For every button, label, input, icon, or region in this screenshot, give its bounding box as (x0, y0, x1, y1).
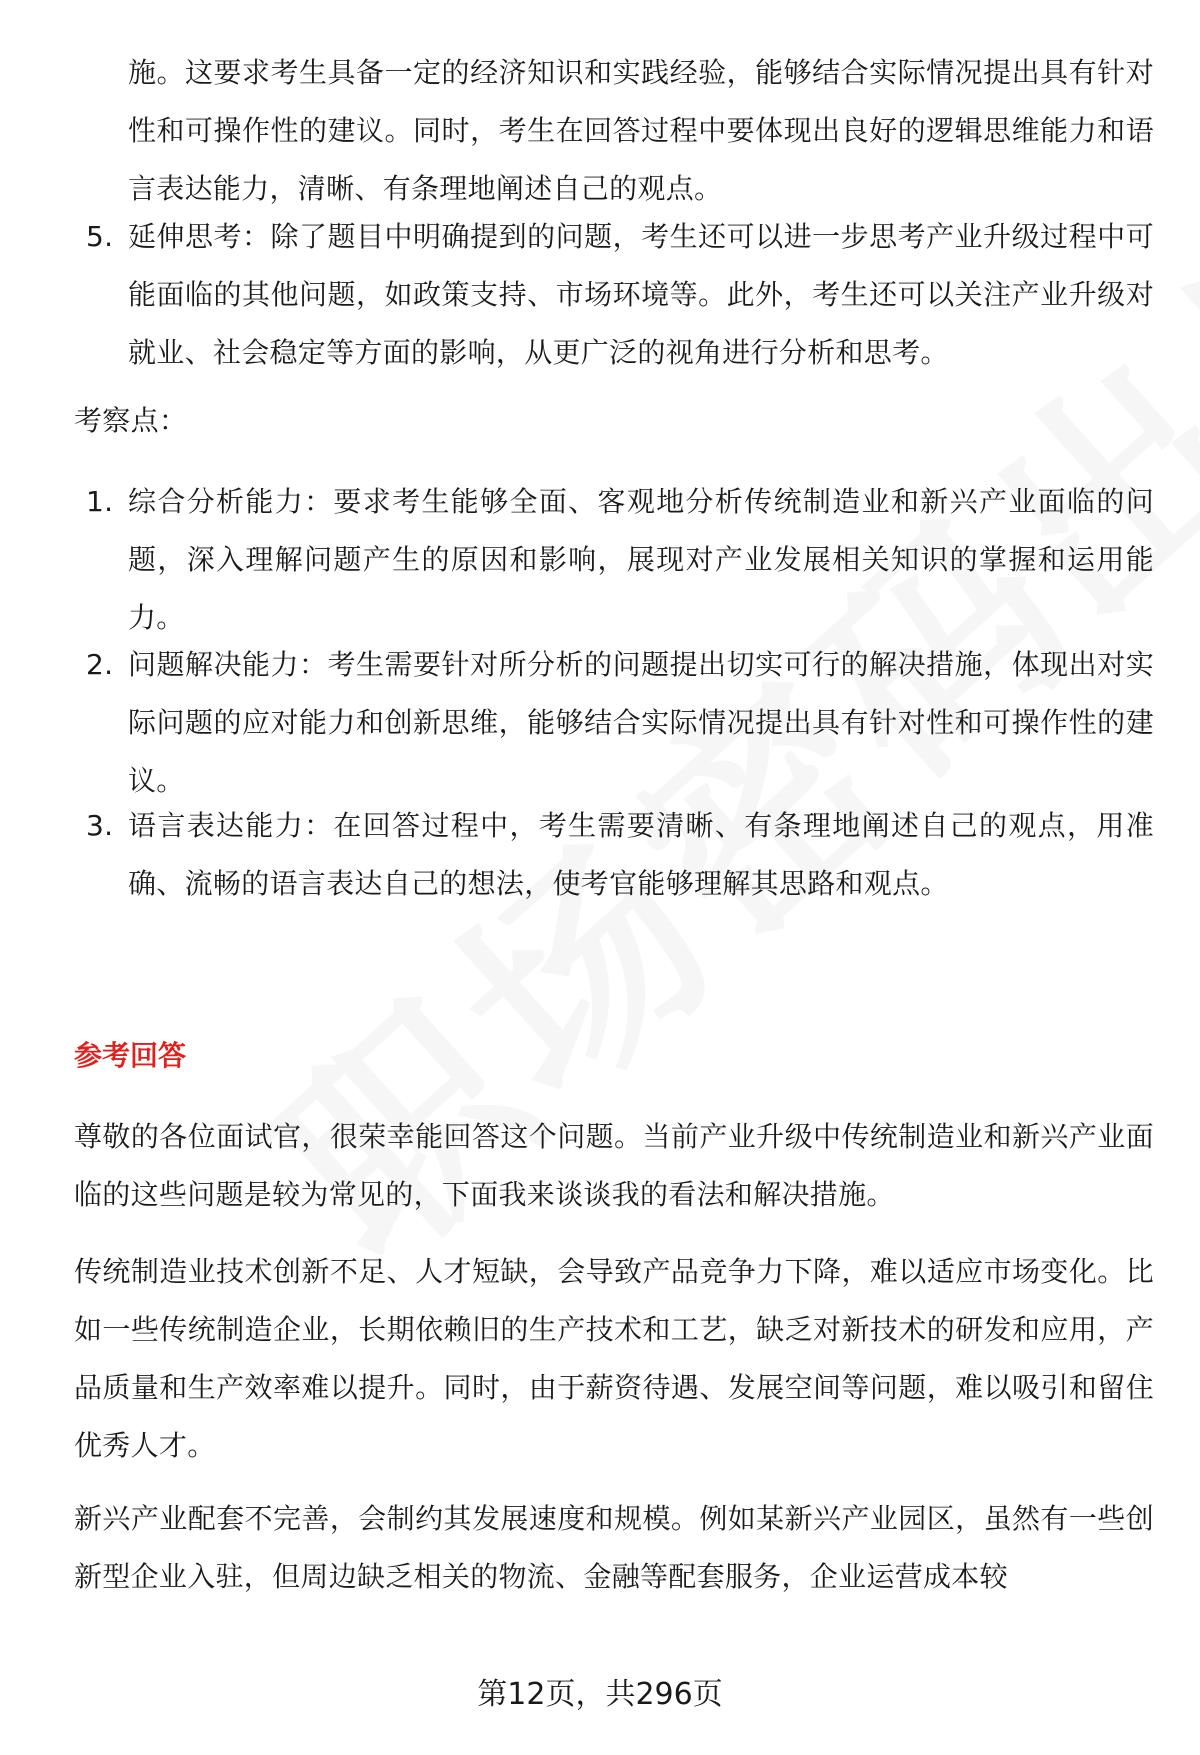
answer-paragraph-1: 尊敬的各位面试官，很荣幸能回答这个问题。当前产业升级中传统制造业和新兴产业面临的这些问题是较为常见的，下面我来谈谈我的看法和解决措施。 (74, 1120, 1154, 1211)
exam-point-2 (74, 636, 1154, 810)
list-item-5 (74, 208, 1154, 382)
list-item-text: 施。这要求考生具备一定的经济知识和实践经验，能够结合实际情况提出具有针对性和可操作性的建议。同时，考生在回答过程中要体现出良好的逻辑思维能力和语言表达能力，清晰、有条理地阐述自己的观点。 (128, 56, 1154, 205)
answer-paragraph-2: 传统制造业技术创新不足、人才短缺，会导致产品竞争力下降，难以适应市场变化。比如一些传统制造企业，长期依赖旧的生产技术和工艺，缺乏对新技术的研发和应用，产品质量和生产效率难以提升。同时，由于薪资待遇、发展空间等问题，难以吸引和留住优秀人才。 (74, 1255, 1154, 1462)
exam-point-3 (74, 797, 1154, 913)
page-number: 第12页，共296页 (477, 1677, 723, 1712)
reference-answer-heading: 参考回答 (74, 1039, 187, 1072)
list-item-text: 问题解决能力：考生需要针对所分析的问题提出切实可行的解决措施，体现出对实际问题的应对能力和创新思维，能够结合实际情况提出具有针对性和可操作性的建议。 (128, 648, 1154, 797)
list-number: 3. (86, 809, 114, 842)
list-number: 5. (86, 220, 114, 253)
list-number: 1. (86, 485, 114, 518)
list-item-text: 综合分析能力：要求考生能够全面、客观地分析传统制造业和新兴产业面临的问题，深入理解问题产生的原因和影响，展现对产业发展相关知识的掌握和运用能力。 (128, 485, 1154, 634)
list-number: 2. (86, 648, 114, 681)
exam-point-1 (74, 473, 1154, 647)
list-item-text: 延伸思考：除了题目中明确提到的问题，考生还可以进一步思考产业升级过程中可能面临的其他问题，如政策支持、市场环境等。此外，考生还可以关注产业升级对就业、社会稳定等方面的影响，从更广泛的视角进行分析和思考。 (128, 220, 1154, 369)
list-item-text: 语言表达能力：在回答过程中，考生需要清晰、有条理地阐述自己的观点，用准确、流畅的语言表达自己的想法，使考官能够理解其思路和观点。 (128, 809, 1154, 900)
list-item-continuation (74, 44, 1154, 218)
section-title-exam-points: 考察点： (74, 404, 188, 437)
answer-paragraph-3: 新兴产业配套不完善，会制约其发展速度和规模。例如某新兴产业园区，虽然有一些创新型企业入驻，但周边缺乏相关的物流、金融等配套服务，企业运营成本较 (74, 1502, 1154, 1593)
